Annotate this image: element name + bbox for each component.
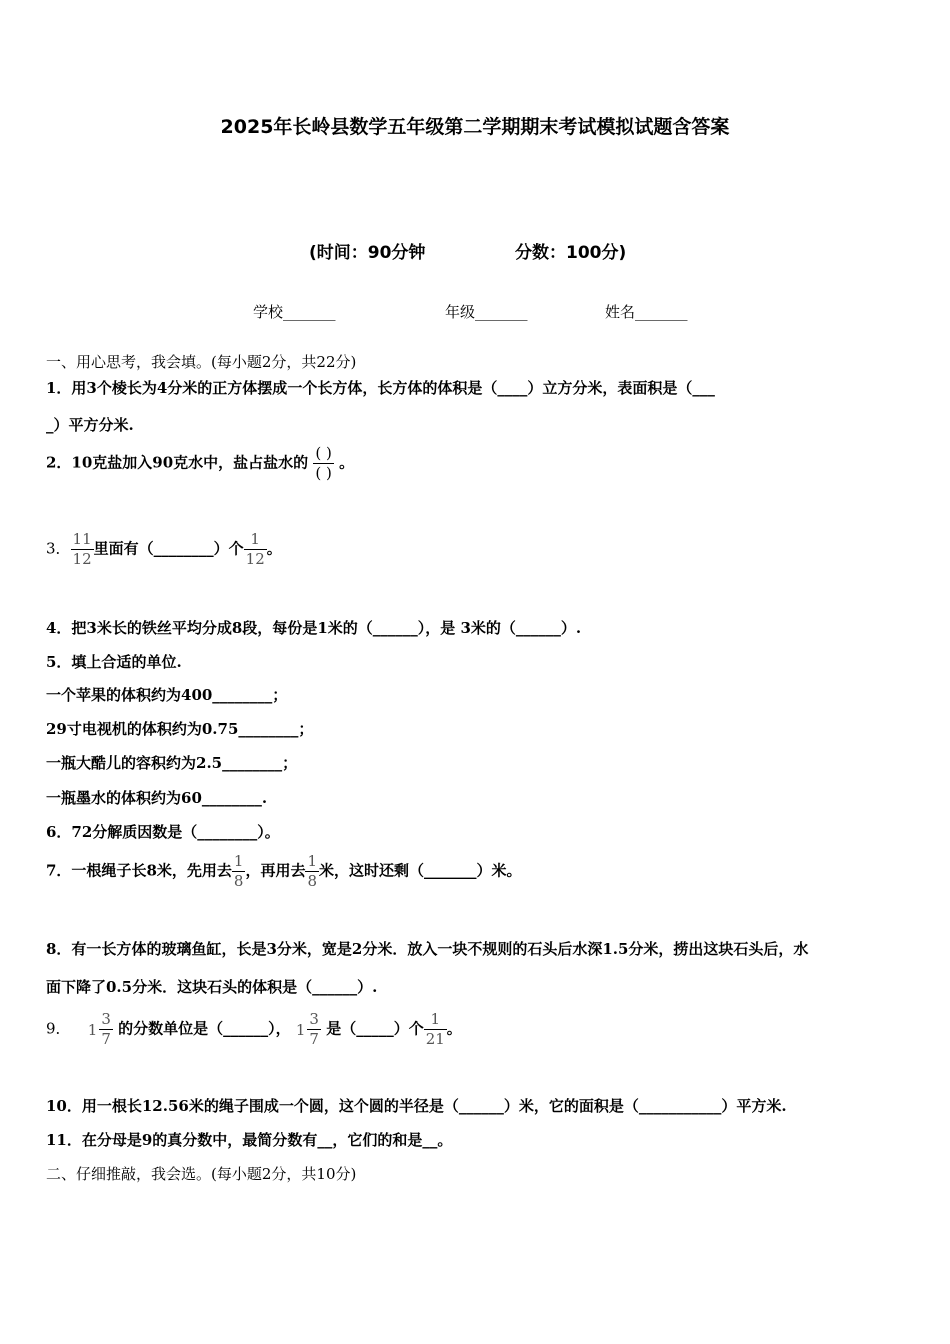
mixed-fraction bbox=[307, 1012, 321, 1047]
fraction-one-eighth bbox=[232, 854, 246, 889]
question-5-item: 一个苹果的体积约为400________； bbox=[46, 686, 288, 704]
exam-time: (时间：90分钟 bbox=[309, 243, 426, 263]
section-1-heading: 一、用心思考，我会填。(每小题2分，共22分) bbox=[46, 353, 357, 371]
question-1-line-2: _）平方分米. bbox=[46, 416, 134, 434]
question-1-line-1: 1．用3个棱长为4分米的正方体摆成一个长方体，长方体的体积是（____）立方分米，表面积是（___ bbox=[46, 379, 715, 397]
question-10: 10．用一根长12.56米的绳子围成一个圆，这个圆的半径是（______）米，它的面积是（___________）平方米. bbox=[46, 1097, 787, 1115]
question-9-end: 。 bbox=[446, 1019, 462, 1038]
question-2-end: 。 bbox=[339, 453, 355, 472]
question-11: 11．在分母是9的真分数中，最简分数有__，它们的和是__。 bbox=[46, 1131, 453, 1149]
question-7-text-b: ，再用去 bbox=[245, 861, 306, 880]
mixed-number-whole: 1 bbox=[295, 1020, 306, 1039]
question-3-text: 里面有（________）个 bbox=[93, 539, 244, 558]
fraction-denominator: ( ) bbox=[315, 464, 332, 482]
fraction-numerator: 1 bbox=[244, 532, 267, 550]
question-7 bbox=[46, 854, 522, 889]
fraction-numerator: 1 bbox=[424, 1012, 447, 1030]
question-2-text: 2．10克盐加入90克水中，盐占盐水的 bbox=[46, 453, 309, 472]
fraction-numerator: 1 bbox=[233, 852, 244, 870]
fraction-one-eighth bbox=[305, 854, 319, 889]
fraction-numerator: ( ) bbox=[315, 444, 332, 462]
page-title: 2025年长岭县数学五年级第二学期期末考试模拟试题含答案 bbox=[220, 116, 730, 138]
fraction-denominator: 8 bbox=[233, 872, 244, 890]
question-2 bbox=[46, 446, 354, 481]
question-3 bbox=[46, 532, 282, 567]
school-field: 学校_______ bbox=[253, 303, 336, 321]
question-4: 4．把3米长的铁丝平均分成8段，每份是1米的（______），是 3米的（______）. bbox=[46, 619, 582, 637]
question-3-end: 。 bbox=[266, 539, 282, 558]
mixed-fraction bbox=[99, 1012, 113, 1047]
question-7-text-a: 7．一根绳子长8米，先用去 bbox=[46, 861, 232, 880]
fraction-eleven-twelfths bbox=[71, 532, 94, 567]
fraction-numerator: 11 bbox=[72, 530, 92, 548]
fraction-denominator: 12 bbox=[245, 550, 265, 568]
fraction-denominator: 21 bbox=[425, 1030, 445, 1048]
question-3-number: 3． bbox=[46, 539, 71, 558]
grade-field: 年级_______ bbox=[445, 303, 528, 321]
question-9-text-b: 是（_____）个 bbox=[326, 1019, 424, 1038]
fraction-denominator: 7 bbox=[309, 1030, 319, 1048]
fraction-denominator: 12 bbox=[72, 550, 92, 568]
blank-fraction bbox=[313, 446, 333, 481]
question-5-item: 一瓶墨水的体积约为60________. bbox=[46, 789, 268, 807]
fraction-numerator: 1 bbox=[307, 852, 317, 870]
question-8-line-1: 8．有一长方体的玻璃鱼缸，长是3分米，宽是2分米．放入一块不规则的石头后水深1.5分米，捞出这块石头后，水 bbox=[46, 940, 809, 958]
fraction-denominator: 8 bbox=[307, 872, 317, 890]
question-5-title: 5．填上合适的单位. bbox=[46, 653, 182, 671]
fraction-numerator: 3 bbox=[101, 1010, 111, 1028]
question-8-line-2: 面下降了0.5分米．这块石头的体积是（______）. bbox=[46, 978, 378, 996]
question-9-number: 9． bbox=[46, 1019, 71, 1038]
question-5-item: 一瓶大酷儿的容积约为2.5________； bbox=[46, 754, 298, 772]
fraction-one-twelfth bbox=[244, 532, 267, 567]
fraction-one-twenty-first bbox=[424, 1012, 447, 1047]
question-7-text-c: 米，这时还剩（_______）米。 bbox=[319, 861, 522, 880]
fraction-denominator: 7 bbox=[101, 1030, 111, 1048]
exam-score: 分数：100分) bbox=[515, 243, 627, 263]
section-2-heading: 二、仔细推敲，我会选。(每小题2分，共10分) bbox=[46, 1165, 357, 1183]
name-field: 姓名_______ bbox=[605, 303, 688, 321]
mixed-number-whole: 1 bbox=[87, 1020, 98, 1039]
question-6: 6．72分解质因数是（________）。 bbox=[46, 823, 280, 841]
question-9 bbox=[46, 1012, 462, 1047]
question-9-text-a: 的分数单位是（______）， bbox=[118, 1019, 291, 1038]
question-5-item: 29寸电视机的体积约为0.75________； bbox=[46, 720, 314, 738]
fraction-numerator: 3 bbox=[309, 1010, 319, 1028]
